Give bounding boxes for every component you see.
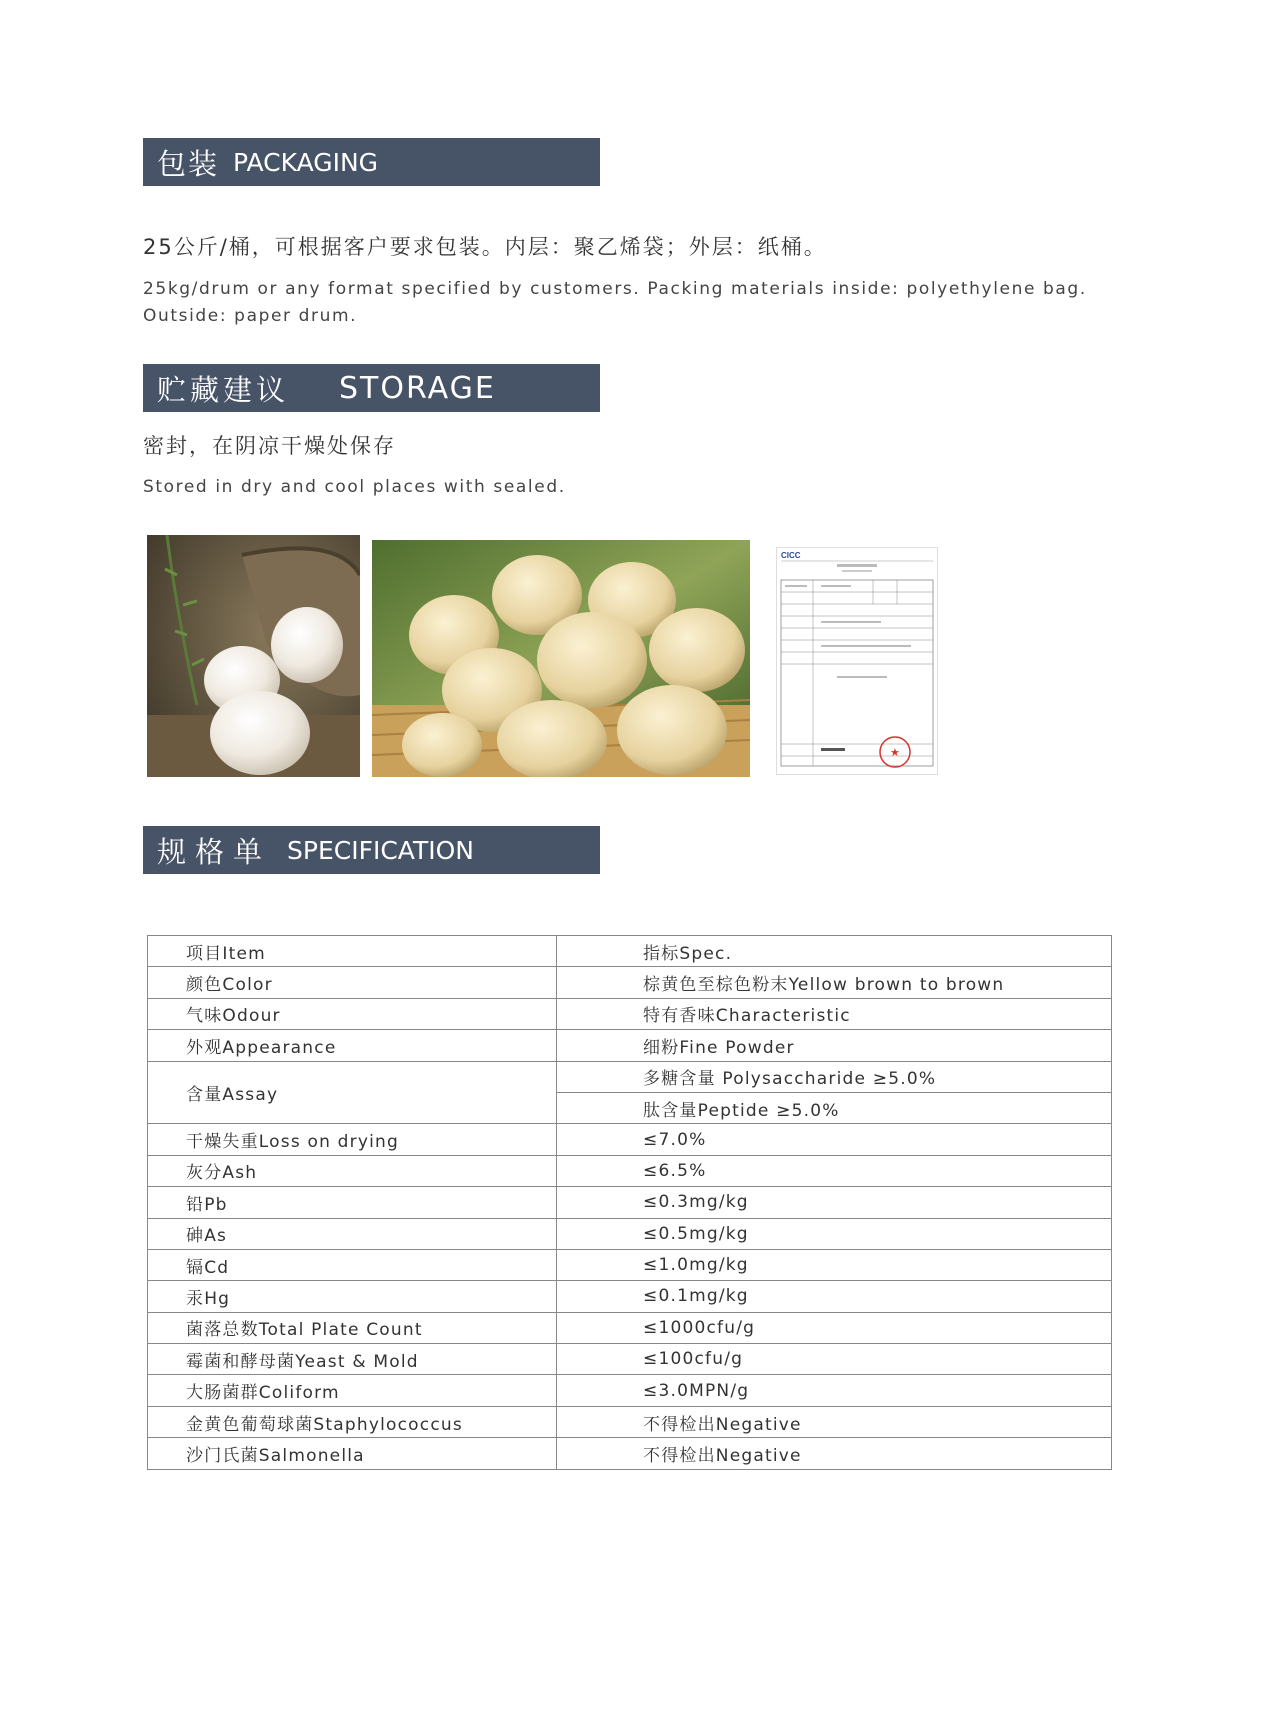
table-row xyxy=(148,1155,1112,1186)
table-row xyxy=(148,1438,1112,1469)
svg-text:★: ★ xyxy=(890,746,900,759)
row-spec: ≤0.1mg/kg xyxy=(557,1281,1112,1312)
row-item: 含量Assay xyxy=(148,1061,557,1124)
table-row xyxy=(148,998,1112,1029)
row-spec: ≤0.3mg/kg xyxy=(557,1187,1112,1218)
row-spec: 细粉Fine Powder xyxy=(557,1030,1112,1061)
row-spec: ≤6.5% xyxy=(557,1155,1112,1186)
test-report-document xyxy=(776,547,938,775)
row-spec: ≤0.5mg/kg xyxy=(557,1218,1112,1249)
hericium-basket-photo xyxy=(147,535,360,777)
specification-title-en: SPECIFICATION xyxy=(287,835,474,865)
row-item: 汞Hg xyxy=(148,1281,557,1312)
row-spec: ≤7.0% xyxy=(557,1124,1112,1155)
table-row xyxy=(148,1061,1112,1092)
table-row xyxy=(148,1312,1112,1343)
packaging-title-zh: 包装 xyxy=(157,146,220,181)
table-row xyxy=(148,1406,1112,1437)
table-row xyxy=(148,1281,1112,1312)
row-item: 金黄色葡萄球菌Staphylococcus xyxy=(148,1406,557,1437)
row-item: 霉菌和酵母菌Yeast & Mold xyxy=(148,1344,557,1375)
row-item: 外观Appearance xyxy=(148,1030,557,1061)
row-item: 颜色Color xyxy=(148,967,557,998)
packaging-text-en: 25kg/drum or any format specified by customers. Packing materials inside: polyethylene bag. Outside: paper drum. xyxy=(143,279,1087,326)
specification-title-zh: 规格单 xyxy=(157,834,272,869)
header-item: 项目Item xyxy=(148,936,557,967)
table-row xyxy=(148,967,1112,998)
packaging-header xyxy=(143,138,600,186)
row-spec: ≤3.0MPN/g xyxy=(557,1375,1112,1406)
row-spec: 多糖含量 Polysaccharide ≥5.0% xyxy=(557,1061,1112,1092)
packaging-title-en: PACKAGING xyxy=(233,147,379,177)
row-item: 干燥失重Loss on drying xyxy=(148,1124,557,1155)
specification-table xyxy=(147,935,1112,1470)
storage-title-zh: 贮藏建议 xyxy=(157,372,290,407)
row-spec: 特有香味Characteristic xyxy=(557,998,1112,1029)
table-row xyxy=(148,1218,1112,1249)
storage-title-en: STORAGE xyxy=(339,370,496,406)
row-spec: ≤1.0mg/kg xyxy=(557,1249,1112,1280)
table-row xyxy=(148,1249,1112,1280)
table-row xyxy=(148,1030,1112,1061)
storage-text-en: Stored in dry and cool places with sealed. xyxy=(143,477,566,497)
row-spec: 棕黄色至棕色粉末Yellow brown to brown xyxy=(557,967,1112,998)
row-spec: 不得检出Negative xyxy=(557,1406,1112,1437)
row-spec: 不得检出Negative xyxy=(557,1438,1112,1469)
row-item: 铅Pb xyxy=(148,1187,557,1218)
table-row xyxy=(148,1344,1112,1375)
header-spec: 指标Spec. xyxy=(557,936,1112,967)
storage-header xyxy=(143,364,600,412)
row-item: 砷As xyxy=(148,1218,557,1249)
storage-text-zh: 密封，在阴凉干燥处保存 xyxy=(143,434,396,458)
row-spec: 肽含量Peptide ≥5.0% xyxy=(557,1092,1112,1123)
row-item: 灰分Ash xyxy=(148,1155,557,1186)
row-spec: ≤100cfu/g xyxy=(557,1344,1112,1375)
table-row xyxy=(148,1124,1112,1155)
row-item: 大肠菌群Coliform xyxy=(148,1375,557,1406)
packaging-text-zh: 25公斤/桶，可根据客户要求包装。内层：聚乙烯袋；外层：纸桶。 xyxy=(143,235,827,259)
table-row xyxy=(148,1375,1112,1406)
row-item: 沙门氏菌Salmonella xyxy=(148,1438,557,1469)
row-item: 菌落总数Total Plate Count xyxy=(148,1312,557,1343)
table-row xyxy=(148,1187,1112,1218)
table-header-row xyxy=(148,936,1112,967)
specification-header xyxy=(143,826,600,874)
row-item: 镉Cd xyxy=(148,1249,557,1280)
row-item: 气味Odour xyxy=(148,998,557,1029)
svg-text:CICC: CICC xyxy=(781,551,801,560)
hericium-pile-photo xyxy=(372,540,750,777)
row-spec: ≤1000cfu/g xyxy=(557,1312,1112,1343)
